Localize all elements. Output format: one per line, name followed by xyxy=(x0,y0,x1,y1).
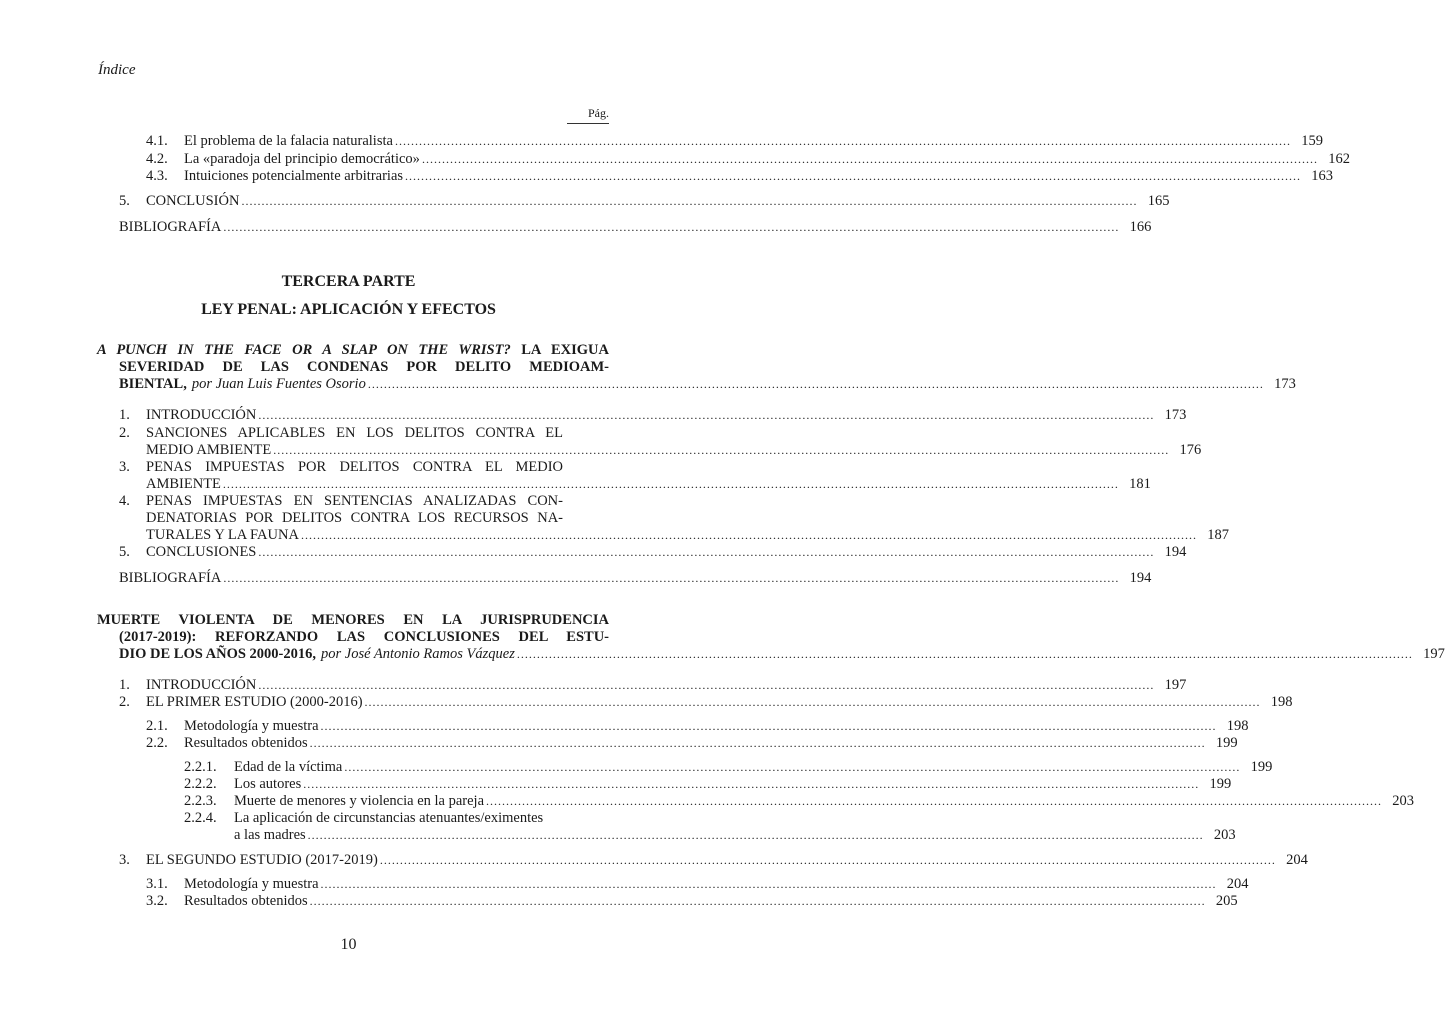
toc-entry-number: 2.2.1. xyxy=(184,759,217,775)
a2-entry-3[interactable] xyxy=(119,852,1308,869)
leader-dots xyxy=(223,476,1119,493)
leader-dots xyxy=(273,442,1169,459)
a2-entry-2-2-4-line-1[interactable] xyxy=(184,810,609,827)
toc-entry-page: 198 xyxy=(1226,718,1249,734)
toc-entry-page: 199 xyxy=(1250,759,1273,775)
toc-entry-page: 173 xyxy=(1164,407,1187,423)
toc-entry-4-2[interactable] xyxy=(146,151,1350,168)
toc-entry-title: INTRODUCCIÓN xyxy=(146,407,257,423)
page-column-label: Pág. xyxy=(567,106,609,124)
toc-entry-page: 204 xyxy=(1286,852,1308,868)
toc-entry-number: 4.2. xyxy=(146,151,168,167)
toc-entry-title: Muerte de menores y violencia en la pareja xyxy=(234,793,485,809)
leader-dots xyxy=(405,168,1301,185)
leader-dots xyxy=(258,407,1154,424)
a1-entry-4-line-1[interactable] xyxy=(119,493,563,510)
toc-entry-page: 181 xyxy=(1129,476,1151,492)
leader-dots xyxy=(310,893,1206,910)
a1-bibliography[interactable] xyxy=(119,570,1152,587)
toc-entry-number: 2.1. xyxy=(146,718,168,734)
toc-entry-title: a las madres xyxy=(234,827,306,843)
toc-entry-page: 194 xyxy=(1164,544,1187,560)
toc-entry-5-conclusion[interactable] xyxy=(119,193,1170,210)
a1-entry-2-line-2[interactable] xyxy=(146,442,1202,459)
a1-entry-4-line-2: DENATORIAS POR DELITOS CONTRA LOS RECURSOS NA- xyxy=(146,510,563,526)
article-2-title-line-1: MUERTE VIOLENTA DE MENORES EN LA JURISPRUDENCIA xyxy=(97,612,609,628)
article-1-author: por Juan Luis Fuentes Osorio xyxy=(191,376,366,392)
toc-entry-title: Edad de la víctima xyxy=(234,759,343,775)
a2-entry-2-1[interactable] xyxy=(146,718,1249,735)
toc-entry-page: 159 xyxy=(1301,133,1323,149)
toc-entry-number: 3.2. xyxy=(146,893,168,909)
leader-dots xyxy=(303,776,1199,793)
toc-entry-number: 2.2.3. xyxy=(184,793,217,809)
toc-entry-number: 1. xyxy=(119,407,130,423)
leader-dots xyxy=(223,219,1119,236)
toc-entry-title: Resultados obtenidos xyxy=(184,893,308,909)
toc-entry-number: 3.1. xyxy=(146,876,168,892)
leader-dots xyxy=(321,718,1217,735)
leader-dots xyxy=(422,151,1318,168)
toc-entry-number: 2.2.4. xyxy=(184,810,217,826)
part-heading: TERCERA PARTE xyxy=(281,273,416,290)
leader-dots xyxy=(308,827,1204,844)
toc-entry-number: 3. xyxy=(119,459,130,475)
leader-dots xyxy=(517,646,1413,663)
article-2-title-end: DIO DE LOS AÑOS 2000-2016, xyxy=(119,646,316,662)
article-2-title-line-3[interactable] xyxy=(119,646,1445,663)
toc-entry-page: 203 xyxy=(1392,793,1415,809)
toc-entry-title: PENAS IMPUESTAS EN SENTENCIAS ANALIZADAS CON- xyxy=(146,493,563,509)
toc-entry-title: EL SEGUNDO ESTUDIO (2017-2019) xyxy=(146,852,378,868)
toc-entry-title: La aplicación de circunstancias atenuantes/eximentes xyxy=(234,810,544,826)
leader-dots xyxy=(301,527,1197,544)
leader-dots xyxy=(258,544,1154,561)
a2-entry-2-2-4-line-2[interactable] xyxy=(234,827,1236,844)
toc-entry-page: 194 xyxy=(1129,570,1152,586)
a2-entry-2-2-3[interactable] xyxy=(184,793,1415,810)
article-2-page: 197 xyxy=(1423,646,1445,662)
toc-entry-number: 4.3. xyxy=(146,168,168,184)
leader-dots xyxy=(223,570,1119,587)
a2-entry-2-2-2[interactable] xyxy=(184,776,1232,793)
article-1-title-line-3[interactable] xyxy=(119,376,1296,393)
leader-dots xyxy=(258,677,1154,694)
article-1-title-line-1[interactable]: A PUNCH IN THE FACE OR A SLAP ON THE WRIST? LA EXIGUA xyxy=(97,342,609,358)
leader-dots xyxy=(365,694,1261,711)
toc-entry-title: BIBLIOGRAFÍA xyxy=(119,219,222,235)
toc-entry-number: 3. xyxy=(119,852,130,868)
a2-entry-2-2-1[interactable] xyxy=(184,759,1273,776)
toc-entry-4-3[interactable] xyxy=(146,168,1334,185)
a1-entry-2-line-1[interactable] xyxy=(119,425,563,442)
toc-entry-title: CONCLUSIONES xyxy=(146,544,257,560)
toc-entry-page: 204 xyxy=(1226,876,1249,892)
toc-entry-number: 2. xyxy=(119,694,130,710)
a1-entry-3-line-1[interactable] xyxy=(119,459,563,476)
toc-entry-page: 165 xyxy=(1147,193,1170,209)
toc-entry-title: AMBIENTE xyxy=(146,476,221,492)
toc-entry-page: 198 xyxy=(1270,694,1293,710)
leader-dots xyxy=(486,793,1382,810)
toc-entry-number: 2. xyxy=(119,425,130,441)
toc-entry-title: TURALES Y LA FAUNA xyxy=(146,527,299,543)
leader-dots xyxy=(310,735,1206,752)
toc-entry-number: 2.2. xyxy=(146,735,168,751)
toc-entry-title: CONCLUSIÓN xyxy=(146,193,240,209)
toc-entry-title: Intuiciones potencialmente arbitrarias xyxy=(184,168,404,184)
toc-entry-page: 199 xyxy=(1215,735,1238,751)
toc-entry-page: 197 xyxy=(1164,677,1187,693)
a2-entry-1[interactable] xyxy=(119,677,1187,694)
leader-dots xyxy=(321,876,1217,893)
toc-entry-title: EL PRIMER ESTUDIO (2000-2016) xyxy=(146,694,363,710)
toc-entry-title: El problema de la falacia naturalista xyxy=(184,133,393,149)
toc-entry-page: 199 xyxy=(1209,776,1232,792)
toc-entry-title: SANCIONES APLICABLES EN LOS DELITOS CONTRA EL xyxy=(146,425,563,441)
leader-dots xyxy=(395,133,1291,150)
toc-entry-title: Resultados obtenidos xyxy=(184,735,308,751)
a2-entry-2[interactable] xyxy=(119,694,1293,711)
leader-dots xyxy=(368,376,1264,393)
running-head: Índice xyxy=(98,62,136,78)
toc-entry-number: 2.2.2. xyxy=(184,776,217,792)
a1-entry-5[interactable] xyxy=(119,544,1187,561)
toc-entry-title: MEDIO AMBIENTE xyxy=(146,442,272,458)
article-1-title-end: BIENTAL, xyxy=(119,376,187,392)
article-2-author: por José Antonio Ramos Vázquez xyxy=(321,646,515,662)
toc-entry-page: 176 xyxy=(1179,442,1202,458)
toc-entry-title: La «paradoja del principio democrático» xyxy=(184,151,420,167)
toc-entry-title: Los autores xyxy=(234,776,302,792)
toc-entry-number: 5. xyxy=(119,544,130,560)
toc-entry-page: 187 xyxy=(1207,527,1229,543)
toc-entry-page: 162 xyxy=(1328,151,1350,167)
article-1-page: 173 xyxy=(1274,376,1296,392)
a2-entry-2-2[interactable] xyxy=(146,735,1238,752)
toc-entry-4-1[interactable] xyxy=(146,133,1323,150)
leader-dots xyxy=(380,852,1276,869)
toc-entry-page: 203 xyxy=(1213,827,1236,843)
a1-entry-4-line-3[interactable] xyxy=(146,527,1229,544)
toc-entry-number: 4.1. xyxy=(146,133,168,149)
toc-entry-title: Metodología y muestra xyxy=(184,718,319,734)
a2-entry-3-1[interactable] xyxy=(146,876,1249,893)
a1-entry-1[interactable] xyxy=(119,407,1187,424)
article-2-title-line-2: (2017-2019): REFORZANDO LAS CONCLUSIONES DEL ESTU- xyxy=(119,629,609,645)
toc-entry-number: 4. xyxy=(119,493,130,509)
leader-dots xyxy=(344,759,1240,776)
part-title: LEY PENAL: APLICACIÓN Y EFECTOS xyxy=(201,301,496,318)
toc-entry-title: INTRODUCCIÓN xyxy=(146,677,257,693)
page-number: 10 xyxy=(340,936,357,953)
toc-entry-page: 163 xyxy=(1311,168,1334,184)
toc-entry-number: 1. xyxy=(119,677,130,693)
a1-entry-3-line-2[interactable] xyxy=(146,476,1151,493)
article-1-title-italic: A PUNCH IN THE FACE OR A SLAP ON THE WRIST? xyxy=(97,342,511,358)
toc-entry-title: Metodología y muestra xyxy=(184,876,319,892)
toc-entry-bibliography[interactable] xyxy=(119,219,1152,236)
toc-entry-page: 205 xyxy=(1215,893,1238,909)
toc-entry-title: BIBLIOGRAFÍA xyxy=(119,570,222,586)
article-1-title-line-2: SEVERIDAD DE LAS CONDENAS POR DELITO MEDIOAM- xyxy=(119,359,609,375)
toc-entry-title: PENAS IMPUESTAS POR DELITOS CONTRA EL MEDIO xyxy=(146,459,563,475)
a2-entry-3-2[interactable] xyxy=(146,893,1238,910)
toc-entry-number: 5. xyxy=(119,193,130,209)
toc-entry-page: 166 xyxy=(1129,219,1152,235)
leader-dots xyxy=(241,193,1137,210)
